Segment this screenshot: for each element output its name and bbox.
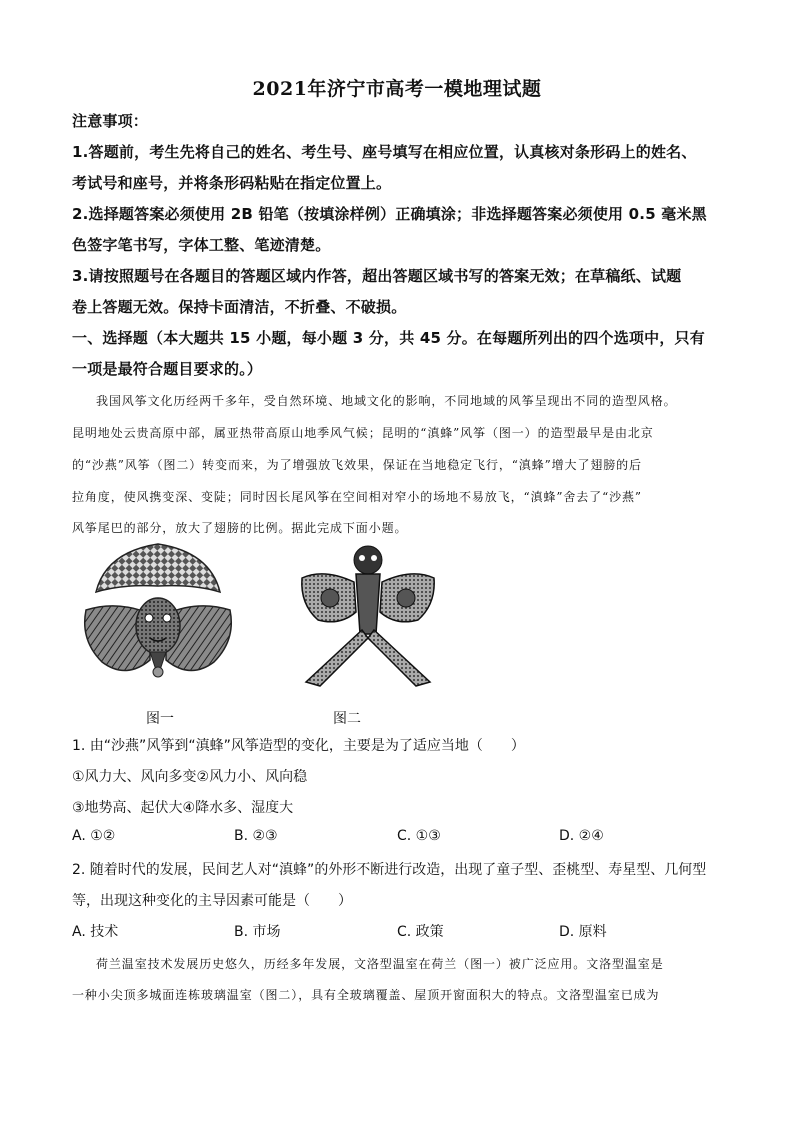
- notice-item-1-line-1: 1.答题前，考生先将自己的姓名、考生号、座号填写在相应位置，认真核对条形码上的姓名、: [72, 143, 697, 161]
- passage2-line-1: 荷兰温室技术发展历史悠久，历经多年发展，文洛型温室在荷兰（图一）被广泛应用。文洛型温室是: [96, 957, 664, 971]
- question-1-option-b: B. ②③: [234, 828, 278, 844]
- question-2-stem-line-2: 等，出现这种变化的主导因素可能是（ ）: [72, 893, 352, 909]
- figure-2-shayan-kite: [296, 542, 440, 692]
- notice-item-2-line-2: 色签字笔书写，字体工整、笔迹清楚。: [72, 236, 331, 254]
- passage1-line-1: 我国风筝文化历经两千多年，受自然环境、地域文化的影响，不同地域的风筝呈现出不同的造型风格。: [96, 394, 677, 408]
- figure-2-caption: 图二: [333, 711, 361, 727]
- question-2-option-b: B. 市场: [234, 924, 281, 940]
- question-2-option-d: D. 原料: [559, 924, 607, 940]
- question-1-line-2: ①风力大、风向多变②风力小、风向稳: [72, 769, 308, 785]
- section-heading-line-1: 一、选择题（本大题共 15 小题，每小题 3 分，共 45 分。在每题所列出的四个选项中，只有: [72, 329, 705, 347]
- notice-item-3-line-1: 3.请按照题号在各题目的答题区域内作答，超出答题区域书写的答案无效；在草稿纸、试题: [72, 267, 682, 285]
- question-1-option-a: A. ①②: [72, 828, 116, 844]
- question-1-option-c: C. ①③: [397, 828, 441, 844]
- question-2-option-c: C. 政策: [397, 924, 444, 940]
- page-title: 2021年济宁市高考一模地理试题: [252, 78, 542, 100]
- figure-1-caption: 图一: [146, 711, 174, 727]
- passage1-line-4: 拉角度，使风携变深、变陡；同时因长尾风筝在空间相对窄小的场地不易放飞，“滇蜂”舍去了“沙燕”: [72, 490, 642, 504]
- question-1-option-d: D. ②④: [559, 828, 604, 844]
- question-1-line-3: ③地势高、起伏大④降水多、湿度大: [72, 800, 294, 816]
- notice-item-1-line-2: 考试号和座号，并将条形码粘贴在指定位置上。: [72, 174, 392, 192]
- passage1-line-2: 昆明地处云贵高原中部，属亚热带高原山地季风气候；昆明的“滇蜂”风筝（图一）的造型最早是由北京: [72, 426, 654, 440]
- figure-1-dianfeng-kite: [76, 540, 240, 700]
- question-2-stem-line-1: 2. 随着时代的发展，民间艺人对“滇蜂”的外形不断进行改造，出现了童子型、歪桃型、寿星型、几何型: [72, 862, 707, 878]
- section-heading-line-2: 一项是最符合题目要求的。）: [72, 360, 263, 378]
- passage1-line-5: 风筝尾巴的部分，放大了翅膀的比例。据此完成下面小题。: [72, 521, 408, 535]
- notice-item-2-line-1: 2.选择题答案必须使用 2B 铅笔（按填涂样例）正确填涂；非选择题答案必须使用 0.5 毫米黑: [72, 205, 707, 223]
- notice-item-3-line-2: 卷上答题无效。保持卡面清洁，不折叠、不破损。: [72, 298, 407, 316]
- question-2-option-a: A. 技术: [72, 924, 119, 940]
- notice-heading: 注意事项：: [72, 112, 149, 130]
- passage2-line-2: 一种小尖顶多城面连栋玻璃温室（图二），具有全玻璃覆盖、屋顶开窗面积大的特点。文洛型温室已成为: [72, 988, 660, 1002]
- question-1-stem: 1. 由“沙燕”风筝到“滇蜂”风筝造型的变化，主要是为了适应当地（ ）: [72, 738, 525, 754]
- passage1-line-3: 的“沙燕”风筝（图二）转变而来，为了增强放飞效果，保证在当地稳定飞行，“滇蜂”增大了翅膀的后: [72, 458, 642, 472]
